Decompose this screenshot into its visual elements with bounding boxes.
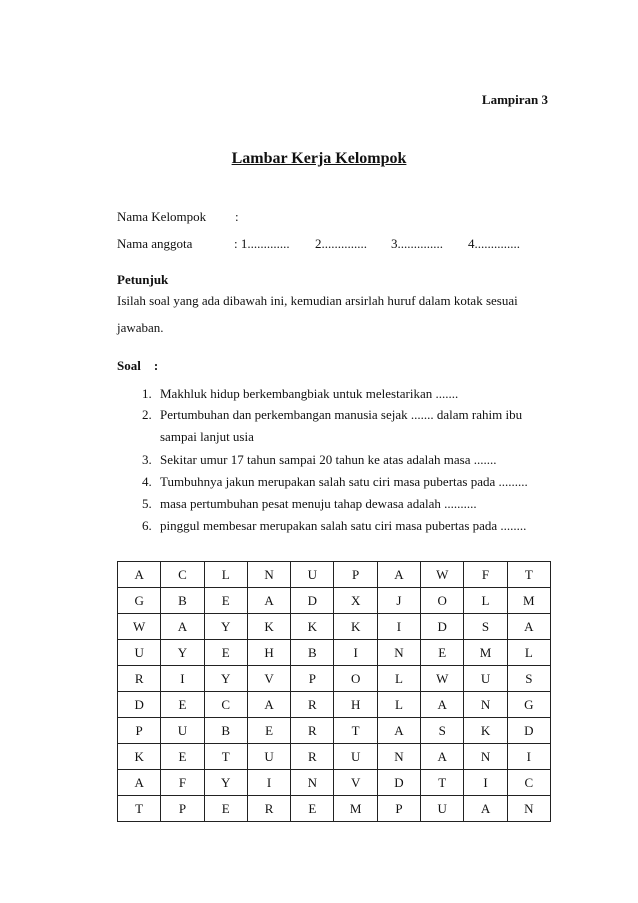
grid-cell: G xyxy=(118,588,161,614)
grid-cell: N xyxy=(247,562,290,588)
grid-cell: A xyxy=(247,692,290,718)
grid-cell: F xyxy=(161,770,204,796)
grid-cell: W xyxy=(421,562,464,588)
grid-cell: B xyxy=(291,640,334,666)
grid-cell: I xyxy=(464,770,507,796)
grid-row xyxy=(118,744,551,770)
member-1-field: : 1............. xyxy=(234,236,290,251)
grid-cell: S xyxy=(507,666,550,692)
grid-cell: D xyxy=(377,770,420,796)
question-number: 2. xyxy=(142,407,152,422)
question-number: 1. xyxy=(142,386,152,401)
grid-row xyxy=(118,640,551,666)
member-4-field: 4.............. xyxy=(468,236,520,251)
grid-cell: I xyxy=(334,640,377,666)
page-title: Lambar Kerja Kelompok xyxy=(231,150,407,167)
grid-cell: I xyxy=(247,770,290,796)
grid-cell: O xyxy=(334,666,377,692)
grid-cell: E xyxy=(421,640,464,666)
question-text: Sekitar umur 17 tahun sampai 20 tahun ke atas adalah masa ....... xyxy=(160,452,497,467)
grid-cell: W xyxy=(421,666,464,692)
grid-cell: U xyxy=(247,744,290,770)
grid-cell: A xyxy=(377,562,420,588)
question-text: Pertumbuhan dan perkembangan manusia sejak ....... dalam rahim ibu xyxy=(160,407,523,422)
grid-row xyxy=(118,796,551,822)
grid-cell: P xyxy=(291,666,334,692)
grid-cell: I xyxy=(161,666,204,692)
question-number: 3. xyxy=(142,452,152,467)
grid-cell: P xyxy=(334,562,377,588)
grid-cell: U xyxy=(118,640,161,666)
nama-kelompok-colon: : xyxy=(235,209,239,224)
grid-cell: M xyxy=(464,640,507,666)
nama-kelompok-label: Nama Kelompok xyxy=(117,209,207,224)
grid-cell: A xyxy=(377,718,420,744)
grid-cell: U xyxy=(421,796,464,822)
question-number: 5. xyxy=(142,496,152,511)
grid-cell: R xyxy=(291,692,334,718)
grid-row xyxy=(118,588,551,614)
grid-cell: R xyxy=(247,796,290,822)
grid-cell: I xyxy=(507,744,550,770)
grid-cell: E xyxy=(204,796,247,822)
grid-cell: D xyxy=(421,614,464,640)
nama-anggota-label: Nama anggota xyxy=(117,236,193,251)
grid-cell: E xyxy=(291,796,334,822)
grid-cell: Y xyxy=(161,640,204,666)
grid-cell: A xyxy=(507,614,550,640)
grid-cell: K xyxy=(291,614,334,640)
soal-heading: Soal : xyxy=(117,358,159,373)
lampiran-label: Lampiran 3 xyxy=(481,92,548,107)
grid-cell: B xyxy=(204,718,247,744)
member-3-field: 3.............. xyxy=(391,236,443,251)
grid-cell: M xyxy=(507,588,550,614)
grid-cell: P xyxy=(161,796,204,822)
question-number: 4. xyxy=(142,474,152,489)
grid-cell: I xyxy=(377,614,420,640)
grid-row xyxy=(118,666,551,692)
grid-cell: N xyxy=(507,796,550,822)
grid-cell: R xyxy=(291,718,334,744)
grid-cell: E xyxy=(161,744,204,770)
grid-row xyxy=(118,718,551,744)
question-text: pinggul membesar merupakan salah satu ciri masa pubertas pada ........ xyxy=(160,518,527,533)
question-2 xyxy=(142,407,542,447)
grid-cell: N xyxy=(464,744,507,770)
grid-cell: X xyxy=(334,588,377,614)
grid-cell: W xyxy=(118,614,161,640)
grid-cell: L xyxy=(204,562,247,588)
grid-cell: A xyxy=(118,770,161,796)
grid-cell: C xyxy=(204,692,247,718)
question-text: Makhluk hidup berkembangbiak untuk melestarikan ....... xyxy=(160,386,459,401)
member-2-field: 2.............. xyxy=(315,236,367,251)
grid-cell: D xyxy=(507,718,550,744)
grid-cell: C xyxy=(507,770,550,796)
question-text-continued: sampai lanjut usia xyxy=(160,429,254,444)
grid-cell: D xyxy=(118,692,161,718)
grid-cell: S xyxy=(421,718,464,744)
grid-row xyxy=(118,692,551,718)
grid-row xyxy=(118,562,551,588)
nama-anggota-row xyxy=(117,236,537,252)
question-text: Tumbuhnya jakun merupakan salah satu ciri masa pubertas pada ......... xyxy=(160,474,528,489)
grid-cell: A xyxy=(247,588,290,614)
grid-cell: D xyxy=(291,588,334,614)
grid-cell: K xyxy=(118,744,161,770)
grid-cell: U xyxy=(291,562,334,588)
grid-cell: T xyxy=(118,796,161,822)
grid-cell: F xyxy=(464,562,507,588)
question-1 xyxy=(142,386,542,402)
question-number: 6. xyxy=(142,518,152,533)
grid-cell: K xyxy=(464,718,507,744)
grid-cell: T xyxy=(334,718,377,744)
grid-cell: T xyxy=(507,562,550,588)
grid-cell: J xyxy=(377,588,420,614)
question-4 xyxy=(142,474,542,490)
grid-cell: S xyxy=(464,614,507,640)
grid-cell: C xyxy=(161,562,204,588)
grid-cell: N xyxy=(377,744,420,770)
grid-cell: P xyxy=(377,796,420,822)
grid-cell: A xyxy=(464,796,507,822)
grid-cell: N xyxy=(291,770,334,796)
grid-cell: H xyxy=(334,692,377,718)
question-6 xyxy=(142,518,542,534)
grid-cell: L xyxy=(377,666,420,692)
question-3 xyxy=(142,452,542,468)
grid-cell: V xyxy=(247,666,290,692)
grid-cell: P xyxy=(118,718,161,744)
nama-kelompok-row xyxy=(117,209,537,225)
grid-cell: H xyxy=(247,640,290,666)
grid-cell: K xyxy=(334,614,377,640)
question-text: masa pertumbuhan pesat menuju tahap dewasa adalah .......... xyxy=(160,496,477,511)
grid-cell: E xyxy=(204,588,247,614)
grid-cell: K xyxy=(247,614,290,640)
grid-cell: U xyxy=(334,744,377,770)
grid-cell: V xyxy=(334,770,377,796)
petunjuk-text: Isilah soal yang ada dibawah ini, kemudian arsirlah huruf dalam kotak sesuai jawaban. xyxy=(117,293,518,335)
grid-cell: N xyxy=(464,692,507,718)
grid-cell: B xyxy=(161,588,204,614)
grid-cell: M xyxy=(334,796,377,822)
grid-cell: E xyxy=(204,640,247,666)
grid-row xyxy=(118,770,551,796)
grid-cell: T xyxy=(421,770,464,796)
grid-cell: N xyxy=(377,640,420,666)
grid-cell: Y xyxy=(204,614,247,640)
grid-cell: Y xyxy=(204,666,247,692)
grid-cell: L xyxy=(464,588,507,614)
grid-row xyxy=(118,614,551,640)
question-list xyxy=(142,386,542,536)
grid-cell: U xyxy=(161,718,204,744)
grid-cell: G xyxy=(507,692,550,718)
grid-cell: L xyxy=(507,640,550,666)
grid-cell: A xyxy=(421,744,464,770)
grid-cell: R xyxy=(118,666,161,692)
grid-cell: A xyxy=(118,562,161,588)
petunjuk-heading: Petunjuk xyxy=(117,272,169,287)
grid-cell: A xyxy=(421,692,464,718)
grid-cell: E xyxy=(247,718,290,744)
word-search-grid xyxy=(117,561,551,822)
grid-cell: O xyxy=(421,588,464,614)
grid-cell: U xyxy=(464,666,507,692)
question-5 xyxy=(142,496,542,512)
grid-cell: E xyxy=(161,692,204,718)
grid-cell: A xyxy=(161,614,204,640)
grid-cell: L xyxy=(377,692,420,718)
grid-cell: Y xyxy=(204,770,247,796)
grid-cell: T xyxy=(204,744,247,770)
grid-cell: R xyxy=(291,744,334,770)
